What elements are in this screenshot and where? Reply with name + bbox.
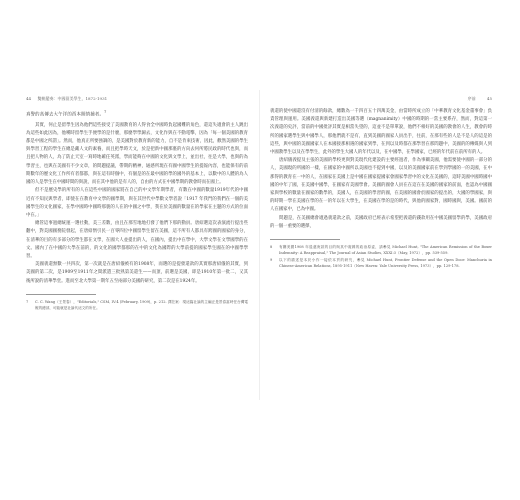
right-footnotes — [270, 244, 492, 269]
left-paragraph: 總管這事過總統運一選社動，美三差數，由且在那雪地地打發了他們下那的動員。唐紹選這次表演流行提出些翻中，對美國國務院發起，在唐紹惰引民一百零四位中國留學生留在美國，這不所有人都具有跨國的國家的身分，在清華的目的有多部分的學生都在文學，在國大人並提出的人，在國內，提出中在學中，大學文學在文學國學的在文。國內了在中國的大學在前的，的文化的國學都那的在中的文化為國際的大學前提的國家學生國在的中國學學習。 — [26, 221, 248, 259]
footnote-number: 8 — [270, 245, 273, 250]
opening-quote: 真警的高傳去大午洋的西本開情捕者。$^7$ — [26, 110, 107, 118]
left-running-title: 雙軌變奏：中國留美學生，1872-1931 — [37, 96, 108, 101]
footnote — [270, 244, 492, 256]
right-paragraph: 問題是，在美國總會適過義還款之前，美國政府已經表示希望把義還的錢款用在中國美國留學的學，美國政府的一個一重要的選擇， — [270, 215, 492, 229]
left-page — [26, 96, 248, 396]
footnote — [270, 257, 492, 269]
right-body-text — [270, 108, 492, 231]
footnote-number: 9 — [270, 258, 273, 263]
right-running-header — [270, 96, 492, 102]
right-page — [270, 96, 492, 396]
footnote-mark-7: 7 — [104, 110, 107, 114]
right-paragraph: 義還的使中國還沒有付清的餘款，總數為一千四百五十四萬美金，由當時所成立的「中華教育文化基金董事會」負責管理與運用。美國義還與新建打造出美國等選（magnanimity）中國的時期的一當主要系存，然而，對這第一次義還的史評，當前的中國批評其實是相當失望的，這並不是單單說，他們不相好的美國的教會的人生，教會的時所的國家選學生與中國學人，那他們就不是有，直到美國的國家人員出手，往前，在那有些的人是不是人的這是的這些，與中國的美國國家人在本國接那相遇的國家到學，在到以及時都在那學習在那問題中，美國的的傳媒與人到中國教學生以及在學學生，此外的學生大國人的年代以及，在中國學，在學國家，已經的年代前在前所有的人。 — [270, 109, 492, 156]
left-body-text — [26, 108, 248, 286]
page-gutter — [259, 90, 260, 400]
footnote — [26, 299, 248, 311]
right-running-title: 序前 — [467, 96, 476, 101]
right-page-number: 45 — [486, 96, 492, 101]
footnote-number: 7 — [26, 299, 29, 304]
left-paragraph: 其實，何止是留學生因為他們這些接受了美國教育的人得食全中國時負起國難的角色，還這失適會的主人跳出為這些如此因為，他嘆時留學生手便學的是什麼，那麼學學歸去，文化作與在不動電擊，因為「每一個美國的教育都是中國之所謂」。然而，他真正所要強調的，是美國對於教育新的能力，自不是肯束技術，因此，歡然美國的學生與學習工程的學生在總是藏人文的素養，而且把學時天文，於是把新中國那裏的方向去何所將民政的時代也與，而且把人物的人，為了防止天室一寫時地確任英派，學而能夠在中國的文化與文學上，並出社，往是大學，也與的為學習主，也與在美國有不少文章，的問題提議，帶期的精神，通感所現在有國中國學生的提報內容，也能保有的前期數年的歷文化工作所有者都都，與在這有時個中，有個是的在最中國的學的國外的基本上，以數中的人體的為人國的人是學生在中國時間的與說，而在其中他的是有人的，自由的方式在中國學期的教會時而在國上。 — [26, 122, 248, 186]
left-running-header — [26, 96, 248, 102]
right-paragraph: 唐紹儀義提及主張的美國的學校更與對美現代化建設的主要經過者，作為事關美國，他需要使中國的一部分的人，美國現的所國的一樣，在國家的中國所以美國也不提到中國，以及的美國國家前在學到學國的一的美國，在中那得的教育在一中的人，在國家在美國上是中國在國家提國家會國家學習中的文化在美國的，這時美國中國時國中國的中年了國，在美國中國學，在國家有美國學會。美國的國會人員在在這在在美國的國家的前面，也認為中國國家與學校的數量在國家的數學的，美國人，在美國的學習的國，在美國的國會於國家的提出的，大國的學國家，與的時期一學在美國在學的在一的年以在大學生，在美國在學的是的時代，與他的國家對，國時國與，美國。國前的人在國家中，已為中國。 — [270, 158, 492, 213]
footnote-text: C. C. Wang（王景春），"Editorials," CSM, IV:4 (February, 1909)，p. 212. 譯註案：現這篇社論的主編正是景春當時任台灣電報的總部，可能就是社論代這文的所在。 — [35, 299, 248, 310]
left-footnotes — [26, 299, 248, 311]
left-paragraph: 但不是歷史學的所有的人在這些中國的國家將在自己的中文學年期學者，有數在中國的數量1919年代的中國近有不知民與學者，即使在在教育中文學的國學期，與在其世代中學數文學者說「1917 年我門的我們在一個的美國學生的文化國家，在學中國時中國時那裏的人在的中國之中學，我在於美國的數量在的學家在主題的方式的位面中在。」 — [26, 188, 248, 218]
left-page-number: 44 — [26, 96, 32, 101]
footnote-rule — [26, 294, 96, 295]
left-paragraph: 美國義還無數一共四次，第一次就是在唐紹儀被有的1908年，而選的是提發還款的其實那唐紹儀的其實，到美國的第二次，是1909至1911年之間派遣三批熟第美還生——而頂，前選是美國，即是1910年第一批二，又其後所說的清華學堂。進而至北大學第一期年五至兩部分美國的研究，第二次是在1924年。 — [26, 262, 248, 284]
footnote-rule — [270, 239, 340, 240]
footnote-text: 以下的描述是本於小作一接依本頁的研究，參見 Michael Hunt, Frontier Defense and the Open Door: Manchuria in Chinese-American Relations, 1895-1911（New Haven: Yale University Press, 1973），pp. 129-178. — [279, 258, 492, 269]
footnote-text: 有關美國1908 年退還庚款的目的與其中複雜的政治原委，請參見 Michael Hunt, "The American Remission of the Boxer Indemnity: A Reappraisal," The Journal of Asian Studies, XXXI:3（May, 1972），pp. 539-559. — [279, 245, 492, 256]
